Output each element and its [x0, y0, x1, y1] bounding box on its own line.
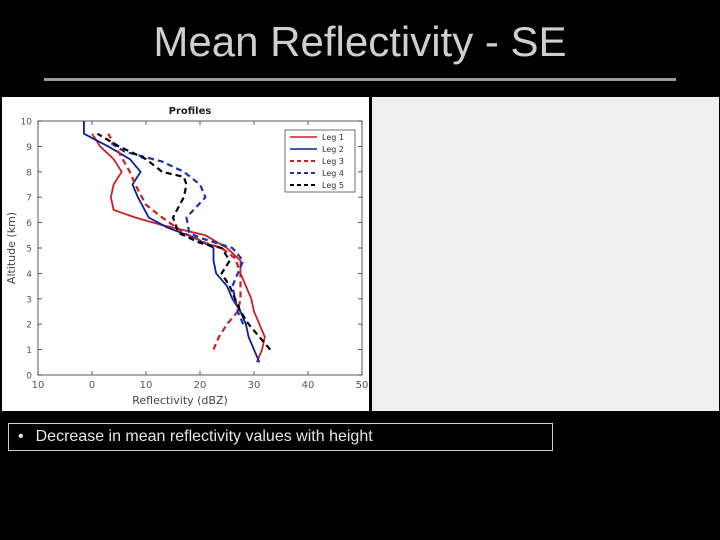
legend-label-1: Leg 1 [322, 133, 344, 142]
legend-label-5: Leg 5 [322, 181, 344, 190]
x-tick-label: 30 [247, 380, 261, 391]
x-tick-label: 0 [88, 380, 96, 391]
series-line-5 [97, 134, 270, 350]
legend-box [285, 130, 355, 192]
x-tick-label: 20 [193, 380, 207, 391]
y-tick-label: 4 [26, 269, 32, 280]
y-tick-label: 1 [26, 346, 32, 357]
x-tick-label: 10 [139, 380, 153, 391]
y-tick-label: 6 [26, 219, 32, 230]
slide-title: Mean Reflectivity - SE [153, 18, 567, 65]
y-tick-label: 5 [26, 244, 32, 255]
x-tick-label: 10 [31, 380, 45, 391]
series-line-3 [108, 134, 240, 350]
y-tick-label: 2 [26, 320, 32, 331]
y-tick-label: 3 [26, 295, 32, 306]
x-tick-label: 40 [301, 380, 315, 391]
y-tick-label: 8 [26, 168, 32, 179]
bullet-symbol: • [18, 428, 24, 445]
blank-panel [372, 97, 719, 411]
y-axis-label: Altitude (km) [5, 211, 18, 285]
chart-panel [2, 97, 369, 411]
bullet-box [8, 423, 553, 451]
x-axis-label: Reflectivity (dBZ) [132, 394, 228, 407]
profiles-chart [2, 97, 369, 411]
bullet-text: Decrease in mean reflectivity values with height [35, 428, 373, 445]
y-tick-label: 9 [26, 142, 32, 153]
legend-label-2: Leg 2 [322, 145, 344, 154]
title-divider [44, 78, 676, 81]
series-line-1 [92, 134, 265, 363]
y-tick-label: 7 [26, 193, 32, 204]
series-line-2 [84, 121, 260, 362]
y-tick-label: 10 [20, 117, 32, 128]
legend-label-3: Leg 3 [322, 157, 344, 166]
y-tick-label: 0 [26, 371, 32, 382]
chart-title: Profiles [168, 106, 212, 117]
x-tick-label: 50 [355, 380, 369, 391]
legend-label-4: Leg 4 [322, 169, 344, 178]
